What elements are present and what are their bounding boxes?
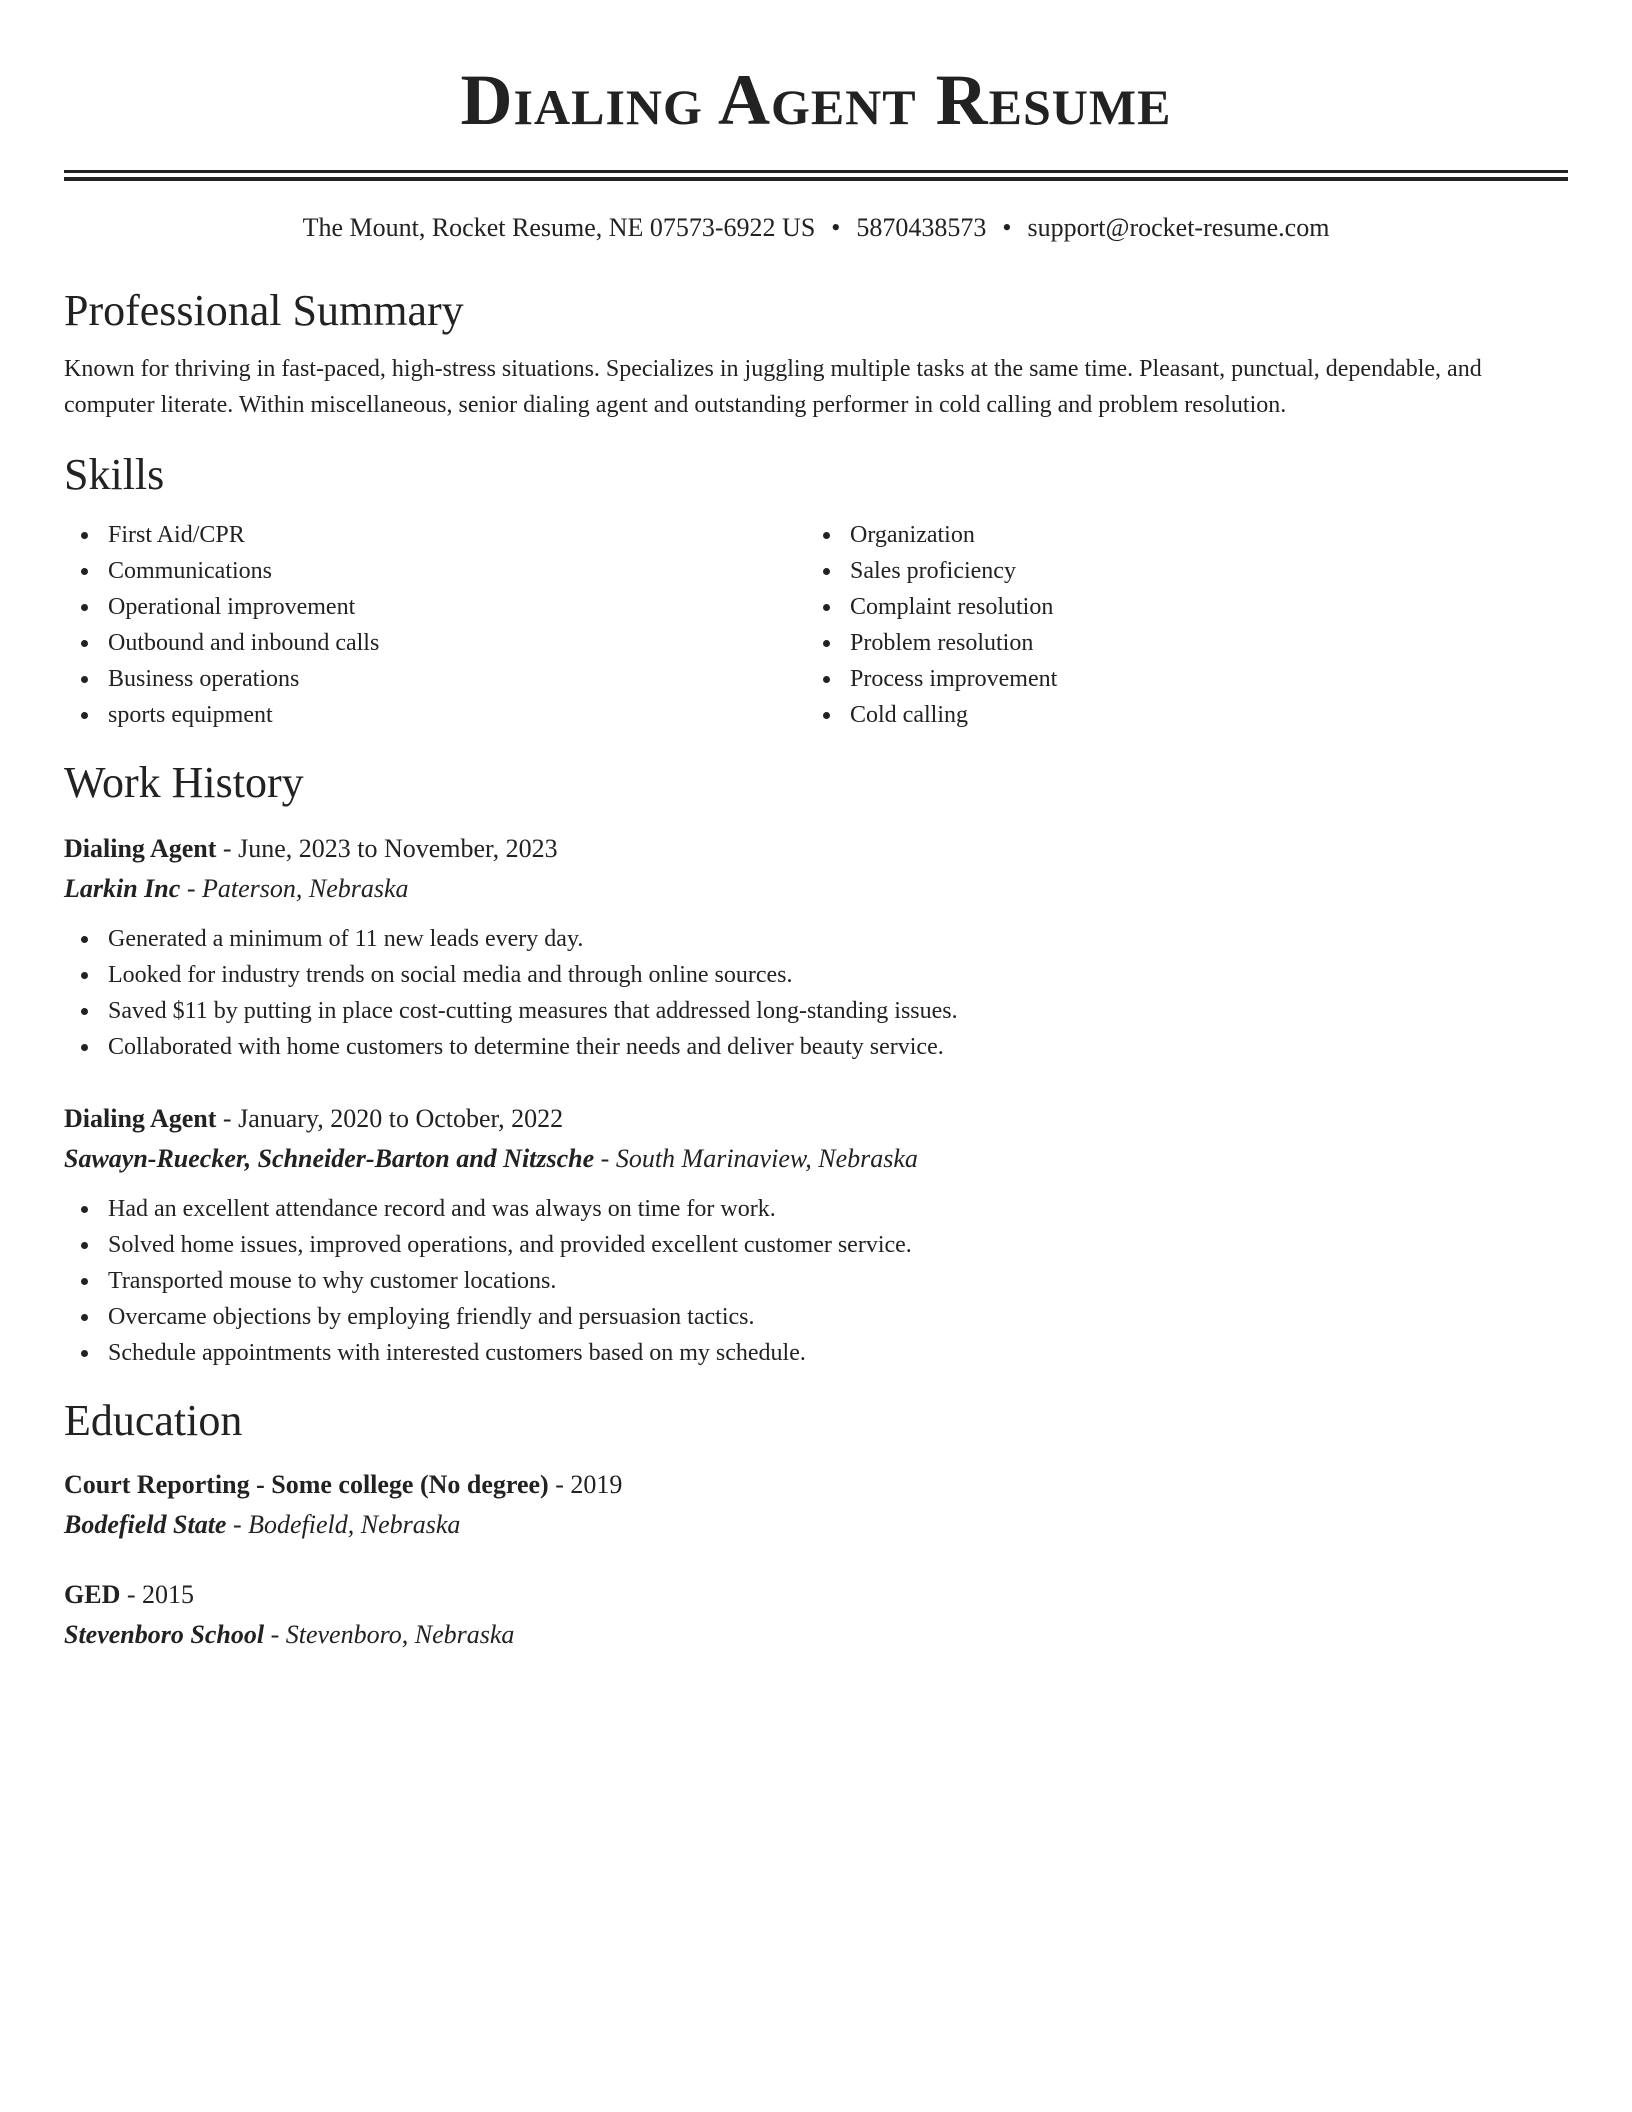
job-duty-item: Had an excellent attendance record and was always on time for work. [64, 1191, 1568, 1227]
summary-text: Known for thriving in fast-paced, high-stress situations. Specializes in juggling multiple tasks at the same time. Pleasant, punctual, dependable, and computer literate. Within miscellaneous, senior dialing agent and outstanding performer in cold calling and problem resolution. [64, 356, 1482, 418]
contact-phone: 5870438573 [856, 213, 987, 242]
job-duty-item: Saved $11 by putting in place cost-cutting measures that addressed long-standing issues. [64, 993, 1568, 1029]
skills-list-right [806, 517, 1548, 733]
skill-item: Process improvement [806, 661, 1548, 697]
skill-item: Outbound and inbound calls [64, 625, 806, 661]
job-company: Sawayn-Ruecker, Schneider-Barton and Nitzsche [64, 1144, 595, 1173]
skill-item: Complaint resolution [806, 589, 1548, 625]
skill-item: sports equipment [64, 697, 806, 733]
job-duty-item: Collaborated with home customers to determine their needs and deliver beauty service. [64, 1029, 1568, 1065]
job-employer [64, 1139, 1568, 1179]
education-degree: GED [64, 1580, 121, 1609]
education-location: - Bodefield, Nebraska [226, 1510, 461, 1539]
education-institution [64, 1505, 1568, 1545]
job-header [64, 1099, 1568, 1139]
work-history-section [64, 757, 1568, 1371]
skill-item: First Aid/CPR [64, 517, 806, 553]
job-duty-item: Overcame objections by employing friendly and persuasion tactics. [64, 1299, 1568, 1335]
contact-line [64, 211, 1568, 245]
skills-section [64, 449, 1568, 733]
contact-separator: • [831, 213, 841, 242]
skill-item: Cold calling [806, 697, 1548, 733]
job-company: Larkin Inc [64, 874, 181, 903]
skills-list-left [64, 517, 806, 733]
job-duty-item: Generated a minimum of 11 new leads every day. [64, 921, 1568, 957]
job-title: Dialing Agent [64, 834, 217, 863]
skill-item: Operational improvement [64, 589, 806, 625]
skills-columns [64, 517, 1568, 733]
education-year: - 2019 [548, 1470, 623, 1499]
contact-separator: • [1002, 213, 1012, 242]
education-institution [64, 1615, 1568, 1655]
education-section [64, 1395, 1568, 1655]
education-location: - Stevenboro, Nebraska [264, 1620, 515, 1649]
job-location: - Paterson, Nebraska [180, 874, 409, 903]
summary-section [64, 285, 1568, 423]
skill-item: Sales proficiency [806, 553, 1548, 589]
education-header [64, 1575, 1568, 1615]
education-school: Bodefield State [64, 1510, 227, 1539]
job-location: - South Marinaview, Nebraska [594, 1144, 918, 1173]
job-entry [64, 1099, 1568, 1371]
job-title: Dialing Agent [64, 1104, 217, 1133]
education-year: - 2015 [120, 1580, 195, 1609]
job-duty-item: Solved home issues, improved operations, and provided excellent customer service. [64, 1227, 1568, 1263]
contact-email: support@rocket-resume.com [1027, 213, 1330, 242]
skill-item: Organization [806, 517, 1548, 553]
job-employer [64, 869, 1568, 909]
skills-heading: Skills [64, 450, 165, 499]
education-degree: Court Reporting - Some college (No degree) [64, 1470, 549, 1499]
education-entry [64, 1465, 1568, 1545]
job-duty-item: Schedule appointments with interested customers based on my schedule. [64, 1335, 1568, 1371]
job-duty-item: Transported mouse to why customer locations. [64, 1263, 1568, 1299]
education-entry [64, 1575, 1568, 1655]
education-header [64, 1465, 1568, 1505]
skill-item: Problem resolution [806, 625, 1548, 661]
skill-item: Communications [64, 553, 806, 589]
job-entry [64, 829, 1568, 1065]
education-heading: Education [64, 1396, 243, 1445]
resume-title: Dialing Agent Resume [460, 60, 1172, 140]
summary-heading: Professional Summary [64, 286, 464, 335]
job-duty-item: Looked for industry trends on social media and through online sources. [64, 957, 1568, 993]
title-divider [64, 170, 1568, 181]
job-duties [64, 1191, 1568, 1371]
job-duties [64, 921, 1568, 1065]
job-header [64, 829, 1568, 869]
education-school: Stevenboro School [64, 1620, 265, 1649]
skill-item: Business operations [64, 661, 806, 697]
contact-address: The Mount, Rocket Resume, NE 07573-6922 US [302, 213, 816, 242]
job-dates: - June, 2023 to November, 2023 [216, 834, 558, 863]
job-dates: - January, 2020 to October, 2022 [216, 1104, 564, 1133]
work-history-heading: Work History [64, 758, 304, 807]
